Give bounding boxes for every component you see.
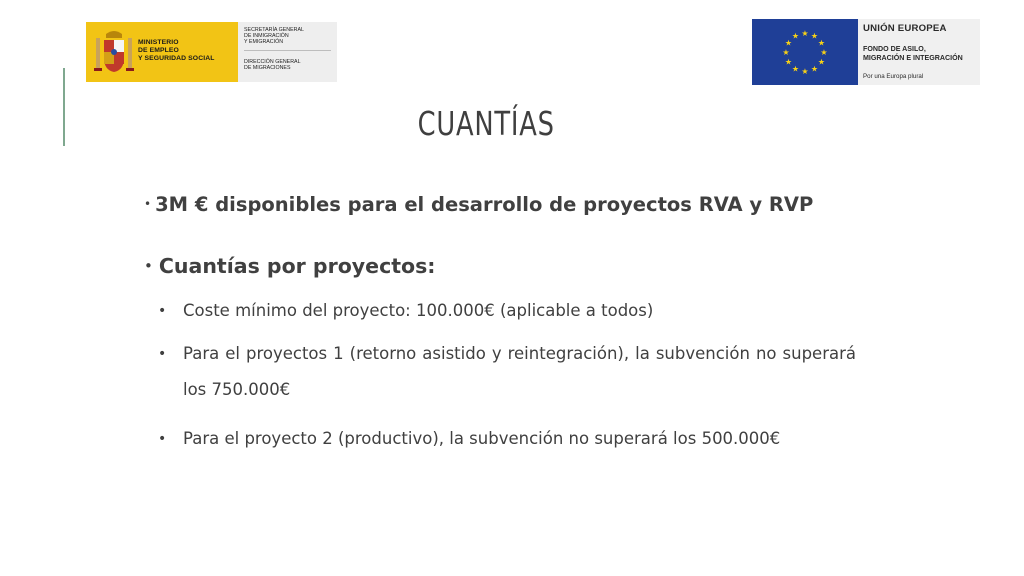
svg-text:★: ★: [810, 31, 819, 41]
bullet-dot-icon: •: [158, 431, 167, 447]
svg-text:★: ★: [810, 64, 819, 74]
bullet-text: Cuantías por proyectos:: [158, 254, 436, 278]
ministry-name: MINISTERIO DE EMPLEO Y SEGURIDAD SOCIAL: [138, 39, 215, 62]
bullet-item: [144, 193, 813, 216]
svg-text:★: ★: [782, 48, 790, 57]
eu-motto: Por una Europa plural: [863, 73, 924, 80]
svg-text:★: ★: [820, 48, 828, 57]
svg-text:★: ★: [817, 57, 826, 67]
svg-text:★: ★: [784, 38, 793, 48]
sub-bullet-text: Para el proyectos 1 (retorno asistido y reintegración), la subvención no superará los 750.000€: [183, 344, 856, 399]
directorate-name: DIRECCIÓN GENERAL DE MIGRACIONES: [244, 59, 301, 71]
bullet-text: 3M € disponibles para el desarrollo de proyectos RVA y RVP: [155, 193, 814, 216]
secretariat-name: SECRETARÍA GENERAL DE INMIGRACIÓN Y EMIGRACIÓN: [244, 27, 304, 45]
eu-title: UNIÓN EUROPEA: [863, 23, 947, 34]
bullet-dot-icon: •: [158, 346, 167, 362]
svg-text:★: ★: [801, 29, 809, 38]
eu-fund-name: FONDO DE ASILO, MIGRACIÓN E INTEGRACIÓN: [863, 45, 963, 62]
sub-bullet-text: Para el proyecto 2 (productivo), la subvención no superará los 500.000€: [183, 429, 781, 448]
svg-text:★: ★: [817, 38, 826, 48]
bullet-dot-icon: •: [144, 197, 152, 211]
sub-bullet-text: Coste mínimo del proyecto: 100.000€ (aplicable a todos): [183, 301, 654, 320]
bullet-dot-icon: •: [158, 303, 167, 319]
svg-text:★: ★: [791, 64, 800, 74]
bullet-dot-icon: •: [144, 257, 153, 275]
bullet-item: [144, 254, 436, 278]
slide-title: CUANTÍAS: [417, 104, 555, 143]
svg-text:★: ★: [801, 67, 809, 76]
svg-text:★: ★: [791, 31, 800, 41]
svg-text:★: ★: [784, 57, 793, 67]
